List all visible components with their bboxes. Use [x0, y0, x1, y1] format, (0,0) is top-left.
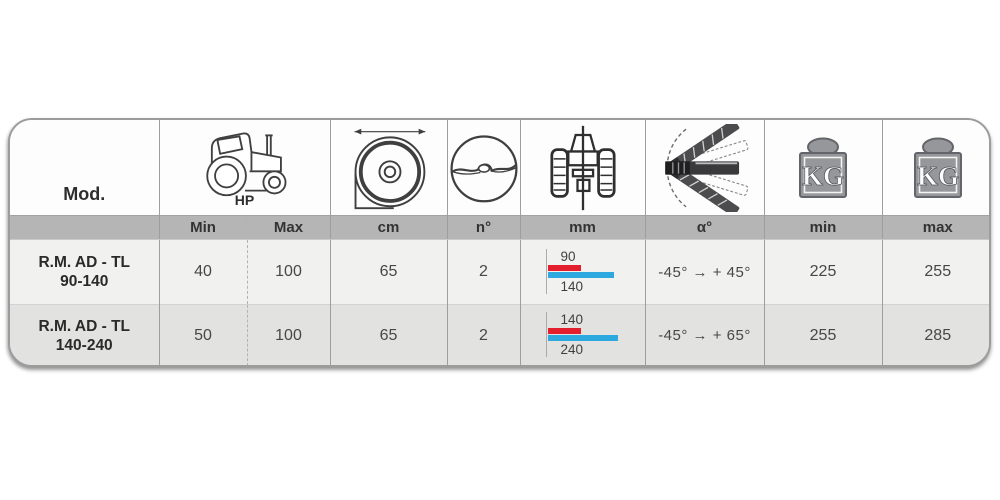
weight-kg-icon	[883, 135, 992, 201]
n-header-cell	[447, 120, 520, 216]
subheader-hp-min: Min	[159, 216, 247, 240]
hp-min-value: 40	[159, 240, 247, 305]
mm-red-bar	[548, 265, 581, 271]
icon-header-row	[10, 120, 991, 216]
cm-header-cell	[330, 120, 447, 216]
cm-value: 65	[330, 240, 447, 305]
weight-kg-icon	[765, 135, 882, 201]
mm-mini-chart	[546, 249, 620, 294]
hp-label: HP	[234, 191, 255, 208]
hp-header-cell	[159, 120, 330, 216]
hp-min-value: 50	[159, 305, 247, 367]
mm-header-cell	[520, 120, 645, 216]
spec-table-container	[8, 118, 991, 367]
kg-min-value: 225	[764, 240, 882, 305]
model-cell	[10, 240, 159, 305]
subheader-row	[10, 216, 991, 240]
mm-cell	[520, 305, 645, 367]
kg-max-header-cell	[882, 120, 991, 216]
kg-max-value: 285	[882, 305, 991, 367]
mm-top-value: 140	[560, 312, 584, 327]
mm-bottom-value: 240	[560, 342, 584, 357]
disc-diameter-icon	[331, 124, 447, 212]
n-value: 2	[447, 240, 520, 305]
model-cell	[10, 305, 159, 367]
tractor-rear-offset-icon	[521, 124, 645, 212]
subheader-kg-min: min	[764, 216, 882, 240]
spec-table	[10, 120, 991, 366]
mm-mini-chart	[546, 312, 620, 357]
mod-header-cell	[10, 120, 159, 216]
arm-angle-range-icon	[646, 124, 764, 212]
table-row	[10, 305, 991, 367]
mm-blue-bar	[548, 335, 618, 341]
table-row	[10, 240, 991, 305]
n-value: 2	[447, 305, 520, 367]
subheader-n: n°	[447, 216, 520, 240]
blade-icon	[448, 128, 520, 208]
tractor-side-icon	[160, 128, 330, 198]
model-name-line1: R.M. AD - TL	[38, 317, 131, 335]
alpha-range-value: -45° → + 45°	[645, 240, 764, 305]
mm-top-value: 90	[560, 248, 576, 264]
mm-cell	[520, 240, 645, 305]
mm-blue-bar	[548, 272, 614, 278]
cm-value: 65	[330, 305, 447, 367]
mm-bottom-value: 140	[560, 278, 584, 294]
svg-text:KG: KG	[916, 160, 959, 191]
model-name-line2: 140-240	[55, 336, 113, 354]
subheader-hp-max: Max	[247, 216, 330, 240]
alpha-range-value: -45° → + 65°	[645, 305, 764, 367]
alpha-header-cell	[645, 120, 764, 216]
kg-min-header-cell	[764, 120, 882, 216]
kg-max-value: 255	[882, 240, 991, 305]
model-name-line1: R.M. AD - TL	[38, 254, 131, 271]
subheader-cm: cm	[330, 216, 447, 240]
subheader-mm: mm	[520, 216, 645, 240]
kg-min-value: 255	[764, 305, 882, 367]
svg-text:KG: KG	[801, 160, 845, 191]
subheader-kg-max: max	[882, 216, 991, 240]
hp-max-value: 100	[247, 305, 330, 367]
subheader-alpha: α°	[645, 216, 764, 240]
model-name-line2: 90-140	[60, 273, 109, 290]
subheader-empty	[10, 216, 159, 240]
mm-red-bar	[548, 328, 581, 334]
hp-max-value: 100	[247, 240, 330, 305]
mod-header-label: Mod.	[63, 184, 106, 204]
